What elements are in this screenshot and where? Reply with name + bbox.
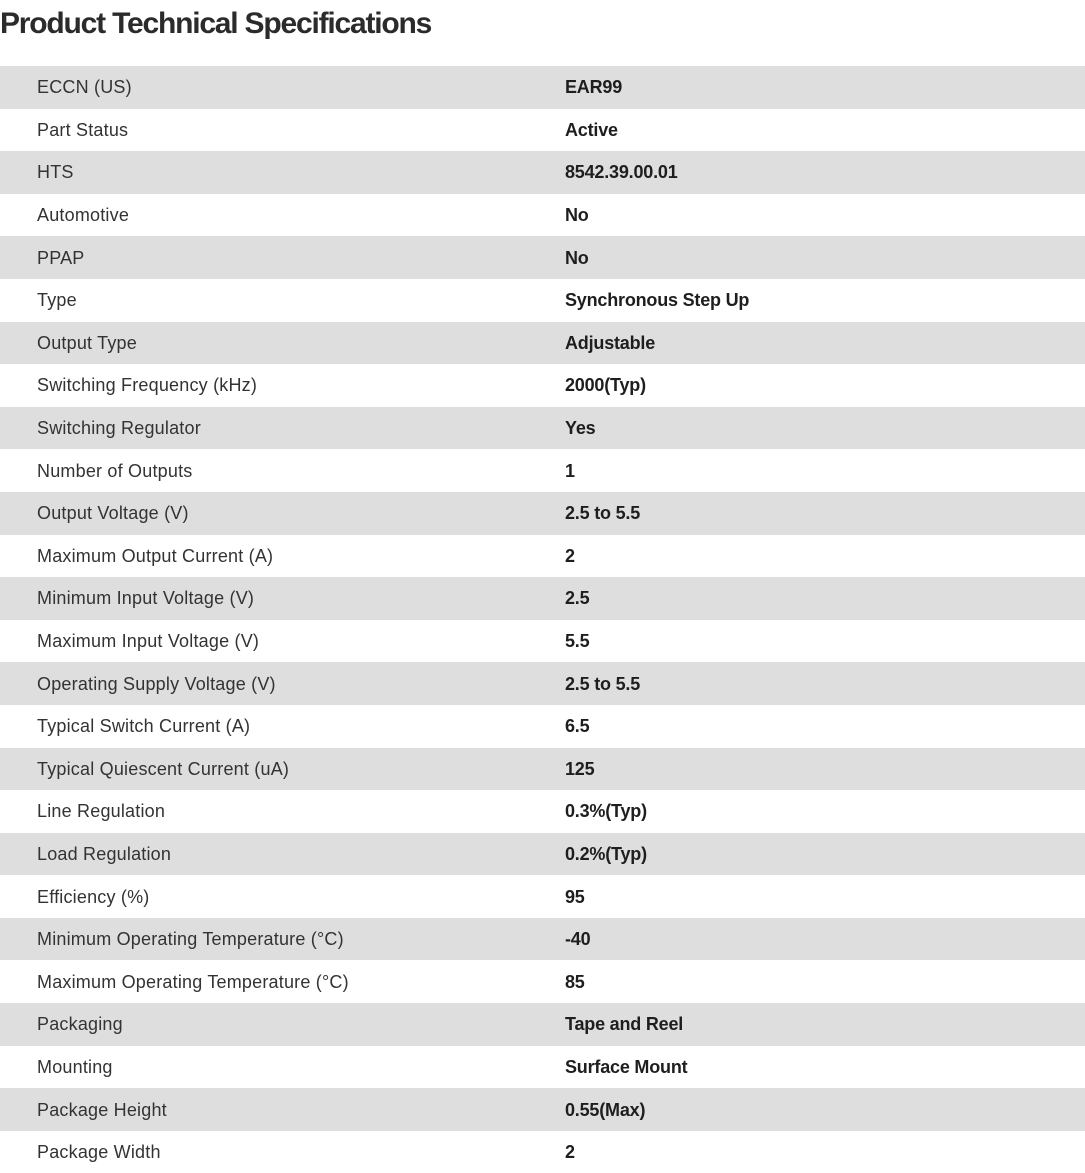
spec-value: 2000(Typ) xyxy=(565,375,646,396)
spec-row xyxy=(0,407,1085,450)
spec-value: EAR99 xyxy=(565,77,623,98)
spec-table xyxy=(0,66,1085,1173)
spec-label: Output Voltage (V) xyxy=(37,503,189,524)
spec-label: Automotive xyxy=(37,205,130,226)
spec-table-body xyxy=(0,66,1085,1173)
spec-label: PPAP xyxy=(37,247,85,268)
spec-value: 0.55(Max) xyxy=(565,1099,646,1120)
spec-label: Maximum Input Voltage (V) xyxy=(37,631,260,652)
spec-value: No xyxy=(565,247,589,268)
spec-value: 95 xyxy=(565,886,585,907)
spec-row xyxy=(0,1088,1085,1131)
spec-row xyxy=(0,236,1085,279)
spec-value: No xyxy=(565,205,589,226)
spec-value: Synchronous Step Up xyxy=(565,290,750,311)
spec-label: Typical Switch Current (A) xyxy=(37,716,251,737)
spec-value: Tape and Reel xyxy=(565,1014,684,1035)
spec-row xyxy=(0,875,1085,918)
page-title: Product Technical Specifications xyxy=(0,7,432,40)
spec-label: Maximum Operating Temperature (°C) xyxy=(37,971,349,992)
spec-value: Active xyxy=(565,119,618,140)
spec-row xyxy=(0,322,1085,365)
spec-value: Adjustable xyxy=(565,332,656,353)
spec-label: Minimum Input Voltage (V) xyxy=(37,588,255,609)
spec-label: Mounting xyxy=(37,1056,113,1077)
spec-label: Efficiency (%) xyxy=(37,886,150,907)
spec-value: 6.5 xyxy=(565,716,590,737)
spec-value: 8542.39.00.01 xyxy=(565,162,678,183)
spec-row xyxy=(0,109,1085,152)
spec-row xyxy=(0,279,1085,322)
spec-label: Package Width xyxy=(37,1142,161,1163)
spec-row xyxy=(0,577,1085,620)
spec-label: Type xyxy=(37,290,77,311)
spec-label: Switching Frequency (kHz) xyxy=(37,375,258,396)
spec-row xyxy=(0,449,1085,492)
spec-row xyxy=(0,151,1085,194)
spec-row xyxy=(0,705,1085,748)
spec-value: 1 xyxy=(565,460,575,481)
spec-row xyxy=(0,492,1085,535)
spec-label: Maximum Output Current (A) xyxy=(37,545,274,566)
spec-row xyxy=(0,66,1085,109)
spec-row xyxy=(0,833,1085,876)
spec-row xyxy=(0,662,1085,705)
spec-label: Operating Supply Voltage (V) xyxy=(37,673,276,694)
spec-label: Output Type xyxy=(37,332,137,353)
spec-row xyxy=(0,960,1085,1003)
spec-row xyxy=(0,748,1085,791)
spec-value: 2.5 to 5.5 xyxy=(565,673,641,694)
spec-value: 125 xyxy=(565,758,595,779)
spec-value: Surface Mount xyxy=(565,1056,688,1077)
spec-label: HTS xyxy=(37,162,74,183)
spec-value: 2 xyxy=(565,545,575,566)
spec-row xyxy=(0,194,1085,237)
spec-row xyxy=(0,364,1085,407)
spec-label: Packaging xyxy=(37,1014,123,1035)
spec-value: 2.5 xyxy=(565,588,590,609)
spec-value: 2.5 to 5.5 xyxy=(565,503,641,524)
spec-value: 5.5 xyxy=(565,631,590,652)
spec-row xyxy=(0,790,1085,833)
spec-row xyxy=(0,620,1085,663)
spec-value: 2 xyxy=(565,1142,575,1163)
spec-label: Switching Regulator xyxy=(37,418,201,439)
spec-label: Number of Outputs xyxy=(37,460,193,481)
spec-value: 0.2%(Typ) xyxy=(565,843,647,864)
spec-label: Minimum Operating Temperature (°C) xyxy=(37,929,344,950)
spec-label: Part Status xyxy=(37,119,129,140)
spec-label: ECCN (US) xyxy=(37,77,132,98)
spec-label: Typical Quiescent Current (uA) xyxy=(37,758,290,779)
spec-label: Line Regulation xyxy=(37,801,166,822)
spec-value: -40 xyxy=(565,929,591,950)
spec-value: Yes xyxy=(565,418,596,439)
spec-row xyxy=(0,918,1085,961)
spec-row xyxy=(0,1046,1085,1089)
spec-value: 0.3%(Typ) xyxy=(565,801,647,822)
spec-value: 85 xyxy=(565,971,585,992)
spec-row xyxy=(0,535,1085,578)
spec-label: Load Regulation xyxy=(37,843,172,864)
spec-label: Package Height xyxy=(37,1099,167,1120)
spec-row xyxy=(0,1003,1085,1046)
